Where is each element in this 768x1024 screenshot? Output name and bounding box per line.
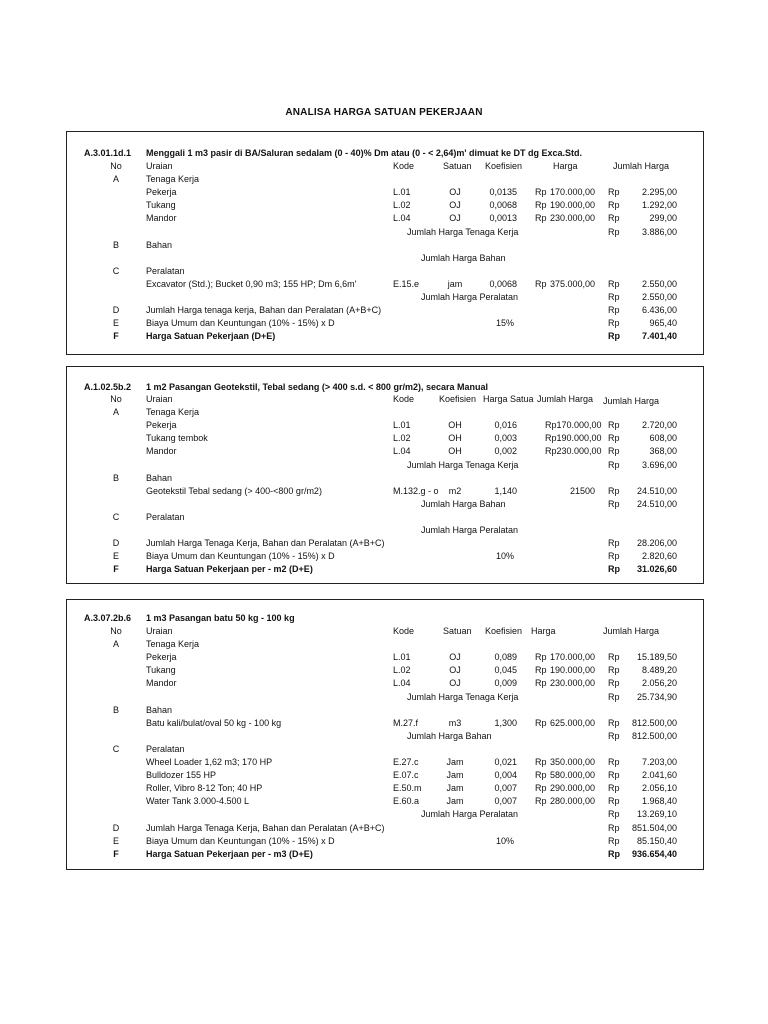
table-row <box>67 651 703 663</box>
row-jumlah-currency: Rp <box>608 564 620 575</box>
table-row <box>67 432 703 444</box>
row-subtotal-label: Jumlah Harga Peralatan <box>421 292 519 302</box>
row-satuan: OJ <box>449 652 461 663</box>
row-harga: 280.000,00 <box>549 796 595 807</box>
row-description: Mandor <box>146 213 177 224</box>
row-percentage: 15% <box>495 318 514 329</box>
row-description: Excavator (Std.); Bucket 0,90 m3; 155 HP; Dm 6,6m' <box>146 278 357 289</box>
row-jumlah: 2.056,10 <box>641 783 677 794</box>
analysis-section <box>66 131 704 355</box>
row-satuan: Jam <box>446 783 464 794</box>
row-jumlah: 3.696,00 <box>641 459 677 470</box>
row-koefisien: 0,004 <box>494 770 517 781</box>
row-satuan: OJ <box>449 200 461 211</box>
header-koefisien: Koefisien <box>485 161 523 171</box>
table-row <box>67 485 703 497</box>
row-description: Jumlah Harga Tenaga Kerja, Bahan dan Peralatan (A+B+C) <box>146 538 385 549</box>
row-description: Bahan <box>146 239 173 250</box>
row-percentage: 10% <box>495 835 514 846</box>
row-jumlah: 85.150,40 <box>636 835 677 846</box>
row-jumlah-currency: Rp <box>608 551 620 562</box>
row-description: Biaya Umum dan Keuntungan (10% - 15%) x D <box>146 551 335 562</box>
row-harga-currency: Rp <box>535 213 547 224</box>
row-harga: Rp170.000,00 <box>545 420 602 431</box>
table-row <box>67 563 703 575</box>
row-jumlah-currency: Rp <box>608 783 620 794</box>
table-row <box>67 252 703 264</box>
row-harga: Rp230.000,00 <box>545 446 602 457</box>
section-title-row <box>67 612 703 624</box>
row-jumlah-currency: Rp <box>608 305 620 316</box>
row-kode: L.01 <box>393 187 411 198</box>
row-no: C <box>112 743 120 754</box>
row-description: Jumlah Harga tenaga kerja, Bahan dan Peralatan (A+B+C) <box>146 305 382 316</box>
row-no: F <box>113 564 119 575</box>
row-description: Harga Satuan Pekerjaan per - m2 (D+E) <box>146 564 313 575</box>
table-row <box>67 782 703 794</box>
table-row <box>67 459 703 471</box>
header-jumlah: Jumlah Harga <box>603 396 660 406</box>
row-harga: 230.000,00 <box>549 678 595 689</box>
table-row <box>67 212 703 224</box>
row-jumlah: 31.026,60 <box>636 564 677 575</box>
row-jumlah: 2.295,00 <box>641 187 677 198</box>
row-harga: 290.000,00 <box>549 783 595 794</box>
header-koefisien: Koefisien <box>485 626 523 636</box>
row-jumlah-currency: Rp <box>608 730 620 741</box>
row-koefisien: 1,300 <box>494 717 517 728</box>
row-harga-currency: Rp <box>535 757 547 767</box>
row-jumlah: 2.820,60 <box>641 551 677 562</box>
row-harga-currency: Rp <box>535 187 547 198</box>
table-row <box>67 769 703 781</box>
row-jumlah: 13.269,10 <box>636 809 677 820</box>
row-description: Tukang <box>146 200 176 211</box>
row-subtotal-label: Jumlah Harga Bahan <box>407 730 492 741</box>
row-jumlah: 2.041,60 <box>641 770 677 781</box>
table-row <box>67 419 703 431</box>
header-uraian: Uraian <box>146 626 173 636</box>
row-satuan: Jam <box>446 757 464 767</box>
row-no: F <box>113 331 119 342</box>
row-koefisien: 0,009 <box>494 678 517 689</box>
analysis-section <box>66 366 704 584</box>
row-jumlah-currency: Rp <box>608 433 620 444</box>
row-jumlah-currency: Rp <box>608 446 620 457</box>
table-header <box>67 160 703 172</box>
row-jumlah: 24.510,00 <box>636 485 677 496</box>
row-harga-currency: Rp <box>535 770 547 781</box>
row-kode: E.60.a <box>393 796 420 807</box>
table-row <box>67 524 703 536</box>
row-jumlah: 8.489,20 <box>641 665 677 676</box>
row-satuan: OJ <box>449 665 461 676</box>
row-harga-currency: Rp <box>535 652 547 663</box>
item-code: A.3.07.2b.6 <box>84 613 132 623</box>
header-satuan: Satuan <box>443 161 472 171</box>
row-kode: M.27.f <box>393 717 419 728</box>
item-code: A.1.02.5b.2 <box>84 382 132 392</box>
row-jumlah: 965,40 <box>649 318 677 329</box>
header-harga: Harga <box>553 161 578 171</box>
row-description: Bahan <box>146 472 173 483</box>
row-description: Pekerja <box>146 652 177 663</box>
row-harga: 21500 <box>569 485 595 496</box>
row-description: Water Tank 3.000-4.500 L <box>146 796 250 807</box>
row-description: Geotekstil Tebal sedang (> 400-<800 gr/m2) <box>146 485 322 496</box>
row-subtotal-label: Jumlah Harga Peralatan <box>421 809 519 820</box>
row-jumlah-currency: Rp <box>608 538 620 549</box>
row-description: Peralatan <box>146 265 185 276</box>
table-row <box>67 173 703 185</box>
table-row <box>67 808 703 820</box>
header-jumlah: Jumlah Harga <box>613 161 670 171</box>
row-no: A <box>112 407 119 418</box>
row-satuan: Jam <box>446 796 464 807</box>
table-row <box>67 239 703 251</box>
table-row <box>67 730 703 742</box>
row-satuan: OJ <box>449 213 461 224</box>
row-koefisien: 0,003 <box>494 433 517 444</box>
row-no: F <box>113 848 119 859</box>
row-jumlah: 24.510,00 <box>636 498 677 509</box>
header-uraian: Uraian <box>146 394 173 404</box>
table-row <box>67 664 703 676</box>
row-kode: L.02 <box>393 665 411 676</box>
row-satuan: jam <box>447 278 463 289</box>
row-harga: Rp190.000,00 <box>545 433 602 444</box>
table-row <box>67 550 703 562</box>
row-no: E <box>112 318 119 329</box>
row-description: Mandor <box>146 678 177 689</box>
row-subtotal-label: Jumlah Harga Tenaga Kerja <box>407 691 519 702</box>
table-header <box>67 625 703 637</box>
row-jumlah: 2.720,00 <box>641 420 677 431</box>
table-row <box>67 511 703 523</box>
table-row <box>67 278 703 290</box>
row-subtotal-label: Jumlah Harga Tenaga Kerja <box>407 459 519 470</box>
row-jumlah: 608,00 <box>649 433 677 444</box>
row-subtotal-label: Jumlah Harga Peralatan <box>421 525 519 535</box>
row-koefisien: 0,016 <box>494 420 517 431</box>
table-row <box>67 265 703 277</box>
row-harga: 230.000,00 <box>549 213 595 224</box>
row-harga-currency: Rp <box>535 665 547 676</box>
row-jumlah: 299,00 <box>649 213 677 224</box>
row-kode: E.07.c <box>393 770 419 781</box>
table-row <box>67 638 703 650</box>
table-row <box>67 226 703 238</box>
table-row <box>67 472 703 484</box>
row-koefisien: 0,0135 <box>489 187 517 198</box>
row-satuan: Jam <box>446 770 464 781</box>
row-no: A <box>112 174 119 185</box>
row-no: D <box>112 822 120 833</box>
header-satuan: Satuan <box>443 626 472 636</box>
row-jumlah-currency: Rp <box>608 420 620 431</box>
row-description: Peralatan <box>146 743 185 754</box>
row-jumlah-currency: Rp <box>608 187 620 198</box>
row-harga-currency: Rp <box>535 200 547 211</box>
row-kode: L.02 <box>393 433 411 444</box>
item-title: 1 m3 Pasangan batu 50 kg - 100 kg <box>146 613 295 623</box>
header-koefisien: Harga Satua <box>483 394 534 404</box>
table-row <box>67 537 703 549</box>
row-koefisien: 0,045 <box>494 665 517 676</box>
row-kode: M.132.g - o <box>393 485 439 496</box>
row-description: Harga Satuan Pekerjaan (D+E) <box>146 331 276 342</box>
row-description: Bahan <box>146 704 173 715</box>
row-jumlah-currency: Rp <box>608 835 620 846</box>
row-no: C <box>112 265 120 276</box>
table-row <box>67 445 703 457</box>
row-satuan: OH <box>448 433 462 444</box>
row-satuan: m2 <box>448 485 462 496</box>
row-description: Jumlah Harga Tenaga Kerja, Bahan dan Peralatan (A+B+C) <box>146 822 385 833</box>
row-harga-currency: Rp <box>535 783 547 794</box>
table-row <box>67 691 703 703</box>
row-jumlah-currency: Rp <box>608 331 620 342</box>
section-title-row <box>67 147 703 159</box>
row-no: A <box>112 639 119 650</box>
row-description: Wheel Loader 1,62 m3; 170 HP <box>146 757 273 767</box>
row-no: B <box>112 239 119 250</box>
row-description: Tukang tembok <box>146 433 208 444</box>
row-description: Mandor <box>146 446 177 457</box>
row-satuan: OJ <box>449 678 461 689</box>
table-row <box>67 199 703 211</box>
row-kode: L.01 <box>393 420 411 431</box>
row-jumlah-currency: Rp <box>608 822 620 833</box>
table-row <box>67 822 703 834</box>
row-jumlah: 2.550,00 <box>641 292 677 302</box>
row-jumlah: 7.401,40 <box>641 331 677 342</box>
row-jumlah-currency: Rp <box>608 318 620 329</box>
table-row <box>67 835 703 847</box>
row-percentage: 10% <box>495 551 514 562</box>
row-no: D <box>112 538 120 549</box>
header-kode: Kode <box>393 161 415 171</box>
row-subtotal-label: Jumlah Harga Bahan <box>421 498 506 509</box>
row-no: D <box>112 305 120 316</box>
row-jumlah-currency: Rp <box>608 213 620 224</box>
row-koefisien: 1,140 <box>494 485 517 496</box>
row-no: E <box>112 551 119 562</box>
item-code: A.3.01.1d.1 <box>84 148 132 158</box>
row-jumlah-currency: Rp <box>608 652 620 663</box>
row-koefisien: 0,021 <box>494 757 517 767</box>
row-jumlah-currency: Rp <box>608 226 620 237</box>
row-harga: 190.000,00 <box>549 200 595 211</box>
row-jumlah: 15.189,50 <box>636 652 677 663</box>
header-satuan: Koefisien <box>439 394 477 404</box>
row-jumlah: 851.504,00 <box>631 822 677 833</box>
row-jumlah-currency: Rp <box>608 757 620 767</box>
row-koefisien: 0,0013 <box>489 213 517 224</box>
table-row <box>67 848 703 860</box>
row-subtotal-label: Jumlah Harga Tenaga Kerja <box>407 226 519 237</box>
row-jumlah: 368,00 <box>649 446 677 457</box>
row-jumlah-currency: Rp <box>608 678 620 689</box>
header-kode: Kode <box>393 394 415 404</box>
row-no: B <box>112 472 119 483</box>
row-harga: 350.000,00 <box>549 757 595 767</box>
table-row <box>67 756 703 768</box>
table-row <box>67 498 703 510</box>
table-row <box>67 795 703 807</box>
row-satuan: OJ <box>449 187 461 198</box>
row-description: Roller, Vibro 8-12 Ton; 40 HP <box>146 783 263 794</box>
row-jumlah-currency: Rp <box>608 770 620 781</box>
header-no: No <box>110 626 122 636</box>
row-description: Biaya Umum dan Keuntungan (10% - 15%) x D <box>146 318 335 329</box>
row-kode: L.02 <box>393 200 411 211</box>
row-harga-currency: Rp <box>535 796 547 807</box>
row-jumlah-currency: Rp <box>608 665 620 676</box>
header-uraian: Uraian <box>146 161 173 171</box>
row-description: Batu kali/bulat/oval 50 kg - 100 kg <box>146 717 282 728</box>
row-harga: 170.000,00 <box>549 652 595 663</box>
row-harga: 170.000,00 <box>549 187 595 198</box>
header-no: No <box>110 161 122 171</box>
header-kode: Kode <box>393 626 415 636</box>
row-jumlah-currency: Rp <box>608 278 620 289</box>
row-description: Pekerja <box>146 187 177 198</box>
row-koefisien: 0,002 <box>494 446 517 457</box>
row-jumlah-currency: Rp <box>608 485 620 496</box>
row-jumlah-currency: Rp <box>608 200 620 211</box>
analysis-section <box>66 599 704 870</box>
row-satuan: m3 <box>448 717 462 728</box>
row-koefisien: 0,007 <box>494 783 517 794</box>
row-description: Tenaga Kerja <box>146 407 200 418</box>
table-row <box>67 743 703 755</box>
row-koefisien: 0,0068 <box>489 200 517 211</box>
row-kode: E.27.c <box>393 757 419 767</box>
table-row <box>67 406 703 418</box>
row-harga-currency: Rp <box>535 717 547 728</box>
item-title: 1 m2 Pasangan Geotekstil, Tebal sedang (> 400 s.d. < 800 gr/m2), secara Manual <box>146 382 488 392</box>
page-title: ANALISA HARGA SATUAN PEKERJAAN <box>285 107 483 118</box>
row-kode: E.50.m <box>393 783 422 794</box>
row-jumlah: 7.203,00 <box>641 757 677 767</box>
row-jumlah: 1.968,40 <box>641 796 677 807</box>
row-subtotal-label: Jumlah Harga Bahan <box>421 252 506 263</box>
row-jumlah: 25.734,90 <box>636 691 677 702</box>
row-jumlah: 3.886,00 <box>641 226 677 237</box>
row-jumlah: 812.500,00 <box>631 717 677 728</box>
header-jumlah: Jumlah Harga <box>603 626 660 636</box>
row-jumlah-currency: Rp <box>608 809 620 820</box>
row-jumlah: 6.436,00 <box>641 305 677 316</box>
row-harga: 375.000,00 <box>549 278 595 289</box>
row-koefisien: 0,0068 <box>489 278 517 289</box>
table-header <box>67 393 703 405</box>
row-description: Biaya Umum dan Keuntungan (10% - 15%) x D <box>146 835 335 846</box>
row-jumlah: 2.550,00 <box>641 278 677 289</box>
row-no: E <box>112 835 119 846</box>
row-jumlah-currency: Rp <box>608 459 620 470</box>
table-row <box>67 330 703 342</box>
row-jumlah-currency: Rp <box>608 717 620 728</box>
row-jumlah: 936.654,40 <box>631 848 677 859</box>
row-jumlah-currency: Rp <box>608 292 620 302</box>
item-title: Menggali 1 m3 pasir di BA/Saluran sedalam (0 - 40)% Dm atau (0 - < 2,64)m' dimuat ke DT dg Exca.Std. <box>146 148 583 158</box>
row-description: Peralatan <box>146 511 185 522</box>
row-kode: L.01 <box>393 652 411 663</box>
row-harga-currency: Rp <box>535 278 547 289</box>
row-satuan: OH <box>448 446 462 457</box>
header-harga: Harga <box>531 626 556 636</box>
row-description: Tukang <box>146 665 176 676</box>
row-kode: E.15.e <box>393 278 420 289</box>
table-row <box>67 291 703 303</box>
table-row <box>67 186 703 198</box>
row-jumlah: 1.292,00 <box>641 200 677 211</box>
row-harga: 190.000,00 <box>549 665 595 676</box>
row-jumlah: 2.056,20 <box>641 678 677 689</box>
row-description: Harga Satuan Pekerjaan per - m3 (D+E) <box>146 848 313 859</box>
row-description: Bulldozer 155 HP <box>146 770 217 781</box>
table-row <box>67 717 703 729</box>
row-jumlah-currency: Rp <box>608 691 620 702</box>
table-row <box>67 317 703 329</box>
row-koefisien: 0,089 <box>494 652 517 663</box>
row-kode: L.04 <box>393 446 411 457</box>
table-row <box>67 304 703 316</box>
row-description: Pekerja <box>146 420 177 431</box>
header-harga: Jumlah Harga <box>537 394 594 404</box>
row-satuan: OH <box>448 420 462 431</box>
row-harga: 625.000,00 <box>549 717 595 728</box>
row-jumlah: 28.206,00 <box>636 538 677 549</box>
row-kode: L.04 <box>393 213 411 224</box>
row-harga-currency: Rp <box>535 678 547 689</box>
row-jumlah: 812.500,00 <box>631 730 677 741</box>
row-no: B <box>112 704 119 715</box>
row-no: C <box>112 511 120 522</box>
table-row <box>67 677 703 689</box>
row-koefisien: 0,007 <box>494 796 517 807</box>
row-description: Tenaga Kerja <box>146 639 200 650</box>
row-harga: 580.000,00 <box>549 770 595 781</box>
row-kode: L.04 <box>393 678 411 689</box>
row-description: Tenaga Kerja <box>146 174 200 185</box>
header-no: No <box>110 394 122 404</box>
section-title-row <box>67 381 703 393</box>
row-jumlah-currency: Rp <box>608 796 620 807</box>
row-jumlah-currency: Rp <box>608 848 620 859</box>
row-jumlah-currency: Rp <box>608 498 620 509</box>
table-row <box>67 704 703 716</box>
